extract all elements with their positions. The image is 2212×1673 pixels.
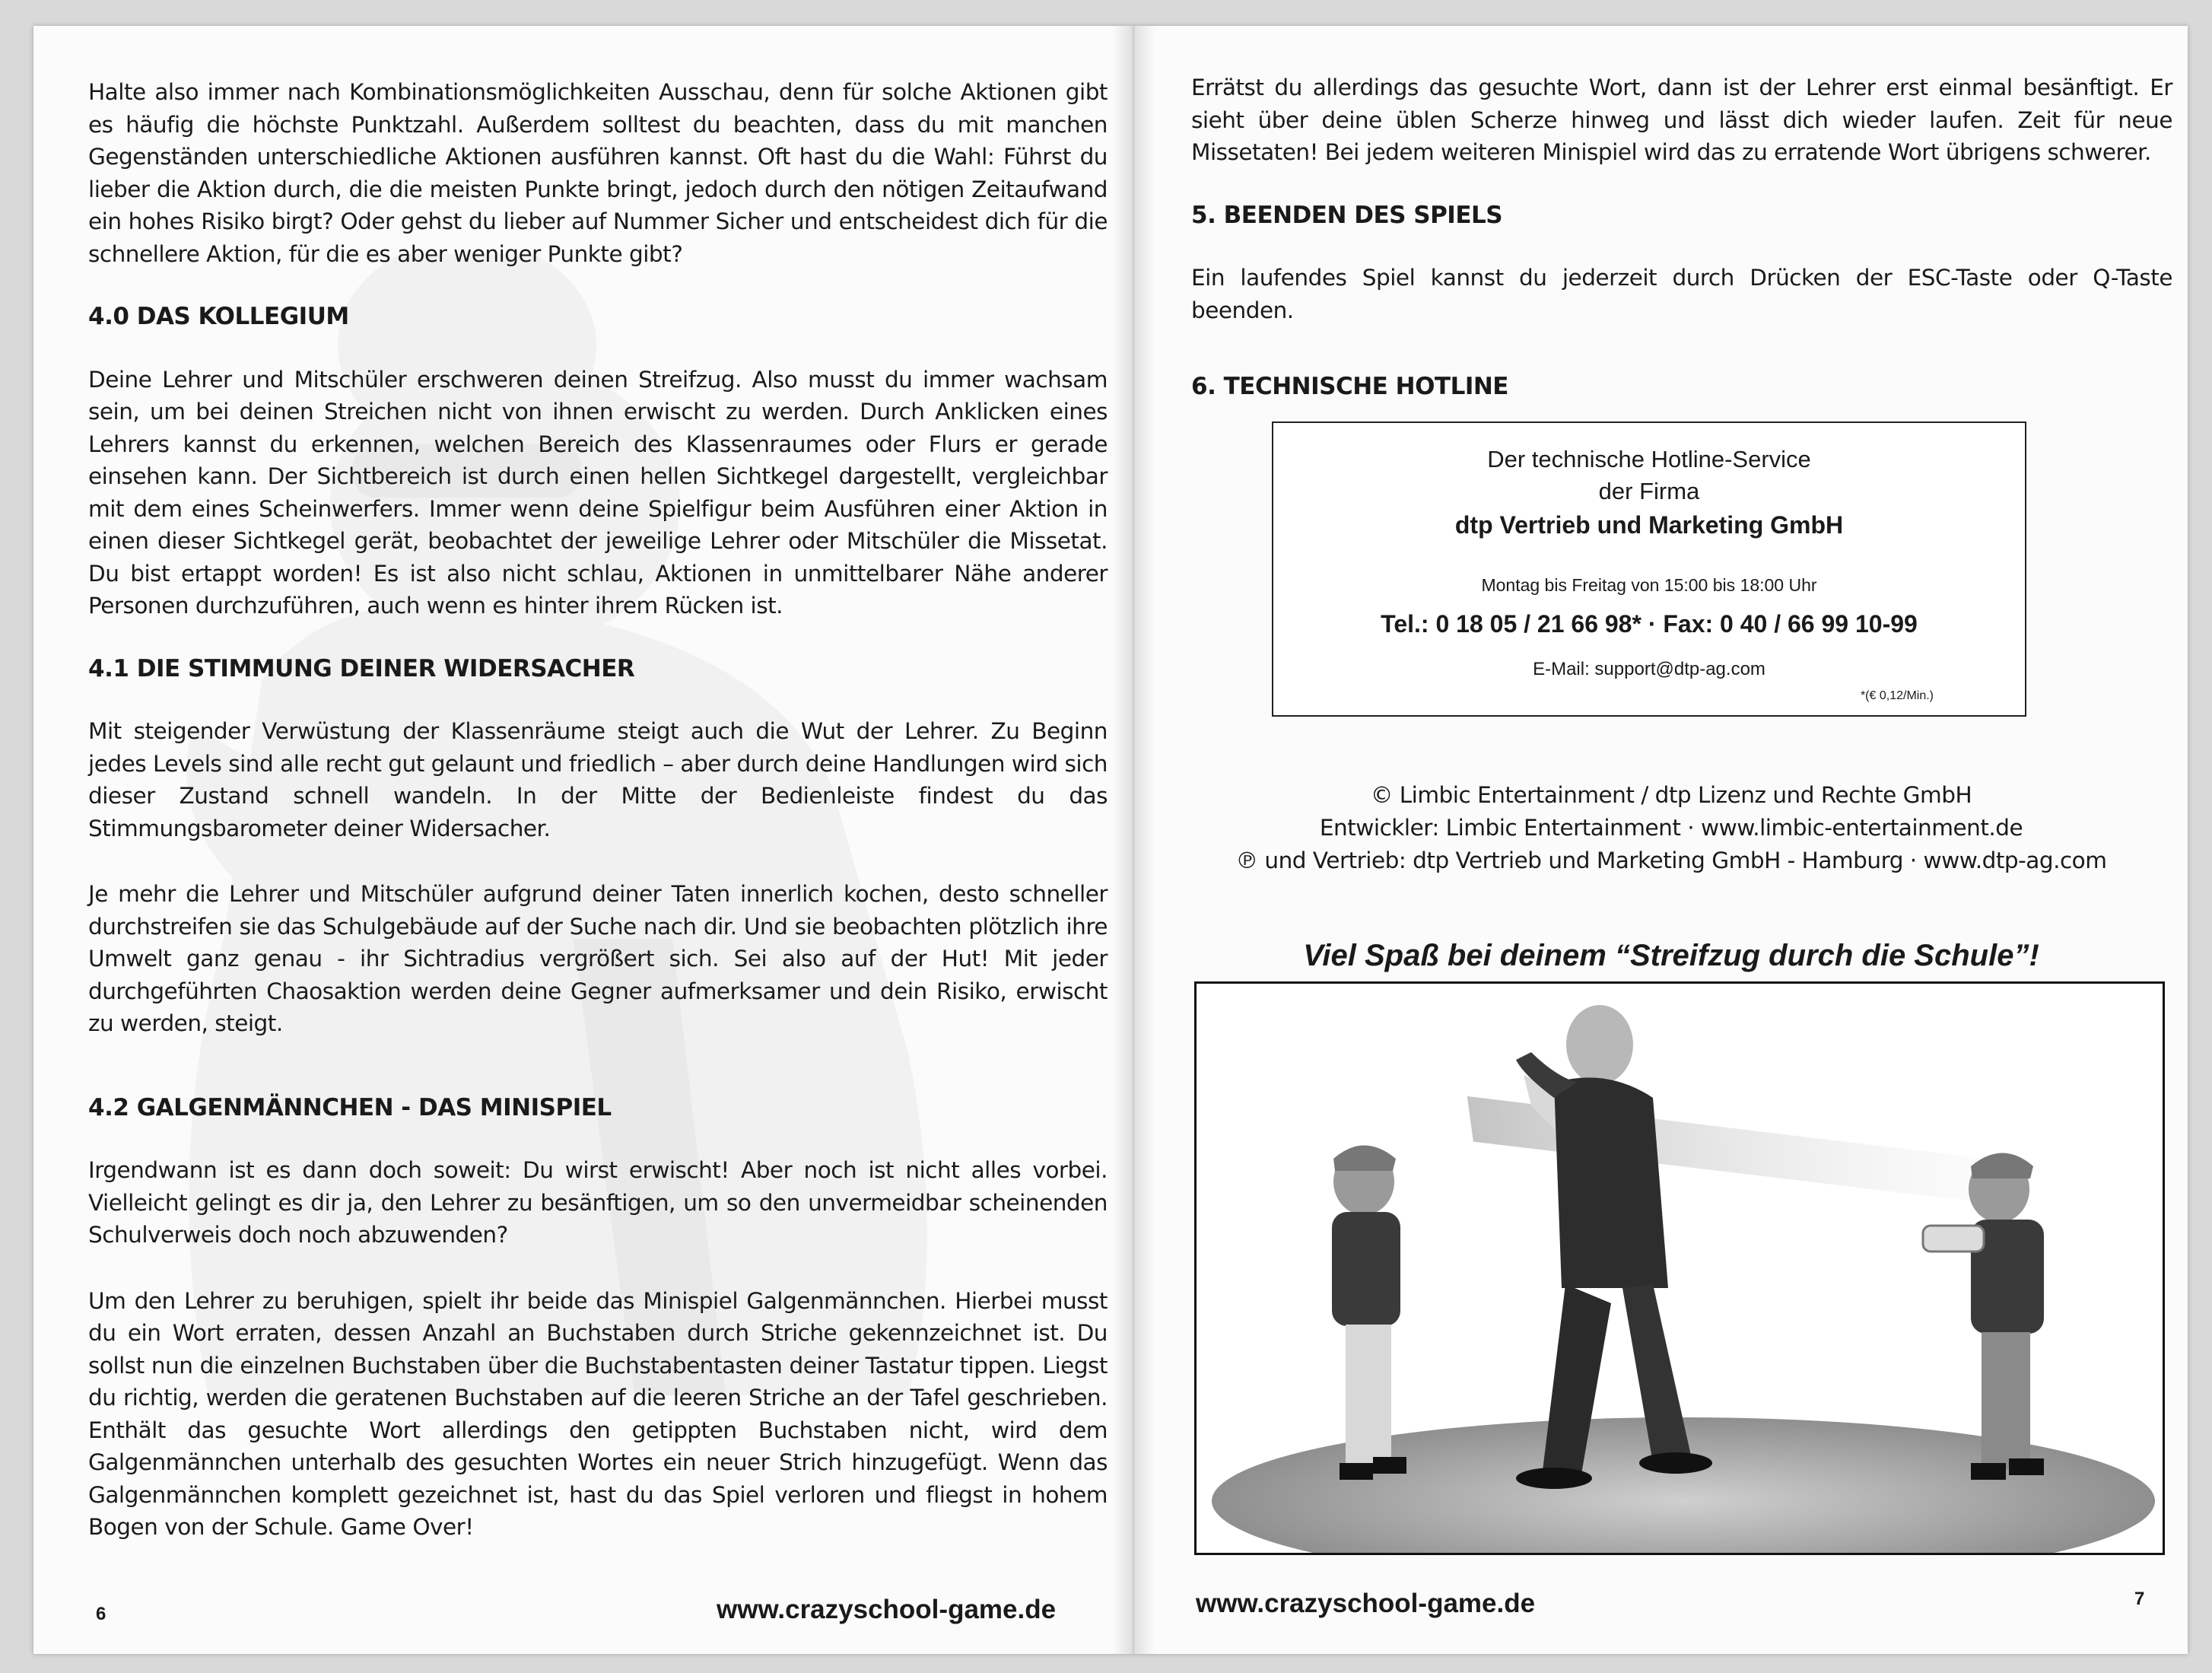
page-number-right: 7 [2134,1589,2145,1609]
footer-url-left[interactable]: www.crazyschool-game.de [717,1595,1057,1624]
page-number-left: 6 [96,1604,106,1624]
credits [1155,779,2188,877]
footer-url-right[interactable]: www.crazyschool-game.de [1196,1589,1536,1618]
paragraph-galgenmaennchen-1: Irgendwann ist es dann doch soweit: Du wirst erwischt! Aber noch ist nicht alles vorbei. Vielleicht gelingt es dir ja, den Lehrer zu besänftigen, um so den unvermeidbar scheinenden Schulverweis doch noch abzuwenden? [88,1157,1108,1248]
hotline-email[interactable]: E-Mail: support@dtp-ag.com [1533,659,1765,679]
right-student-figure [1923,1153,2044,1481]
hotline-company: dtp Vertrieb und Marketing GmbH [1454,511,1844,539]
left-text-column [88,76,1108,1544]
credits-line-1: © Limbic Entertainment / dtp Lizenz und Rechte GmbH [1370,782,1972,808]
intro-paragraph: Halte also immer nach Kombinationsmöglichkeiten Ausschau, denn für solche Aktionen gibt es häufig die höchste Punktzahl. Außerdem solltest du beachten, dass du mit manchen Gegenständen unterschiedliche Aktionen ausführen kannst. Oft hast du die Wahl: Führst du lieber die Aktion durch, die die meisten Punkte bringt, jedoch durch den nötigen Zeitaufwand ein hohes Risiko birgt? Oder gehst du lieber auf Nummer Sicher und entscheidest dich für die schnellere Aktion, für die es aber weniger Punkte gibt? [88,79,1108,267]
page-left [33,26,1112,1654]
left-student-figure [1332,1146,1406,1481]
heading-beenden: 5. BEENDEN DES SPIELS [1191,201,1503,229]
heading-stimmung: 4.1 DIE STIMMUNG DEINER WIDERSACHER [88,654,635,682]
hotline-line-1: Der technische Hotline-Service [1487,446,1811,472]
credits-line-3: ℗ und Vertrieb: dtp Vertrieb und Marketing GmbH - Hamburg · www.dtp-ag.com [1235,848,2107,873]
tagline: Viel Spaß bei deinem “Streifzug durch die Schule”! [1303,939,2039,972]
hotline-hours: Montag bis Freitag von 15:00 bis 18:00 Uhr [1481,575,1817,595]
illustration-teacher-and-students [1194,981,2165,1555]
heading-galgenmaennchen: 4.2 GALGENMÄNNCHEN - DAS MINISPIEL [88,1093,612,1121]
heading-hotline: 6. TECHNISCHE HOTLINE [1191,373,1508,400]
hotline-price-note: *(€ 0,12/Min.) [1860,689,1934,702]
heading-kollegium: 4.0 DAS KOLLEGIUM [88,303,349,330]
paragraph-stimmung-1: Mit steigender Verwüstung der Klassenräume steigt auch die Wut der Lehrer. Zu Beginn jedes Levels sind alle recht gut gelaunt und friedlich – aber durch deine Handlungen wird sich dieser Zustand schnell wandeln. In der Mitte der Bedienleiste findest du das Stimmungsbarometer deiner Widersacher. [88,718,1108,841]
page-right [1155,26,2188,1654]
illustration-scene [1197,984,2163,1553]
paragraph-beenden: Ein laufendes Spiel kannst du jederzeit durch Drücken der ESC-Taste oder Q-Taste beenden. [1191,265,2172,323]
paragraph-galgenmaennchen-2: Um den Lehrer zu beruhigen, spielt ihr beide das Minispiel Galgenmännchen. Hierbei musst du ein Wort erraten, dessen Anzahl an Buchstaben durch Striche gekennzeichnet ist. Du sollst nun die einzelnen Buchstaben über die Buchstabentasten deiner Tastatur tippen. Liegst du richtig, werden die geratenen Buchstaben auf die leeren Striche an der Tafel geschrieben. Enthält das gesuchte Wort allerdings den getippten Buchstaben nicht, wird dem Galgenmännchen unterhalb des gesuchten Wortes ein neuer Strich hinzugefügt. Wenn das Galgenmännchen komplett gezeichnet ist, hast du das Spiel verloren und fliegst in hohem Bogen von der Schule. Game Over! [88,1287,1108,1540]
booklet-spread [33,26,2188,1654]
teacher-figure [1516,1005,1712,1489]
paragraph-stimmung-2: Je mehr die Lehrer und Mitschüler aufgrund deiner Taten innerlich kochen, desto schneller durchstreifen sie das Schulgebäude auf der Suche nach dir. Und sie beobachten plötzlich ihre Umwelt ganz genau - ihr Sichtradius vergrößert sich. Sei also auf der Hut! Mit jeder durchgeführten Chaosaktion werden deine Gegner aufmerksamer und dein Risiko, erwischt zu werden, steigt. [88,881,1108,1036]
paragraph-kollegium: Deine Lehrer und Mitschüler erschweren deinen Streifzug. Also musst du immer wachsam sein, um bei deinen Streichen nicht von ihnen erwischt zu werden. Durch Anklicken eines Lehrers kannst du erkennen, welchen Bereich des Klassenraumes oder Flurs er gerade einsehen kann. Der Sichtbereich ist durch einen hellen Sichtkegel dargestellt, vergleichbar mit dem eines Scheinwerfers. Immer wenn deine Spielfigur beim Ausführen einer Aktion in einen dieser Sichtkegel gerät, beobachtet der jeweilige Lehrer oder Mitschüler die Missetat. Du bist ertappt worden! Es ist also nicht schlau, Aktionen in unmittelbarer Nähe anderer Personen durchzuführen, auch wenn es hinter ihrem Rücken ist. [88,366,1108,619]
right-text-column [1191,72,2172,403]
hotline-tel-fax: Tel.: 0 18 05 / 21 66 98* · Fax: 0 40 / 66 99 10-99 [1381,610,1918,638]
book-gutter [1112,26,1155,1654]
credits-line-2: Entwickler: Limbic Entertainment · www.limbic-entertainment.de [1319,815,2023,841]
hotline-line-2: der Firma [1598,478,1700,504]
intro-paragraph-right: Errätst du allerdings das gesuchte Wort, dann ist der Lehrer erst einmal besänftigt. Er sieht über deine üblen Scherze hinweg und lässt dich wieder laufen. Zeit für neue Missetaten! Bei jedem weiteren Minispiel wird das zu erratende Wort übrigens schwerer. [1191,75,2172,165]
hotline-box [1272,421,2026,717]
